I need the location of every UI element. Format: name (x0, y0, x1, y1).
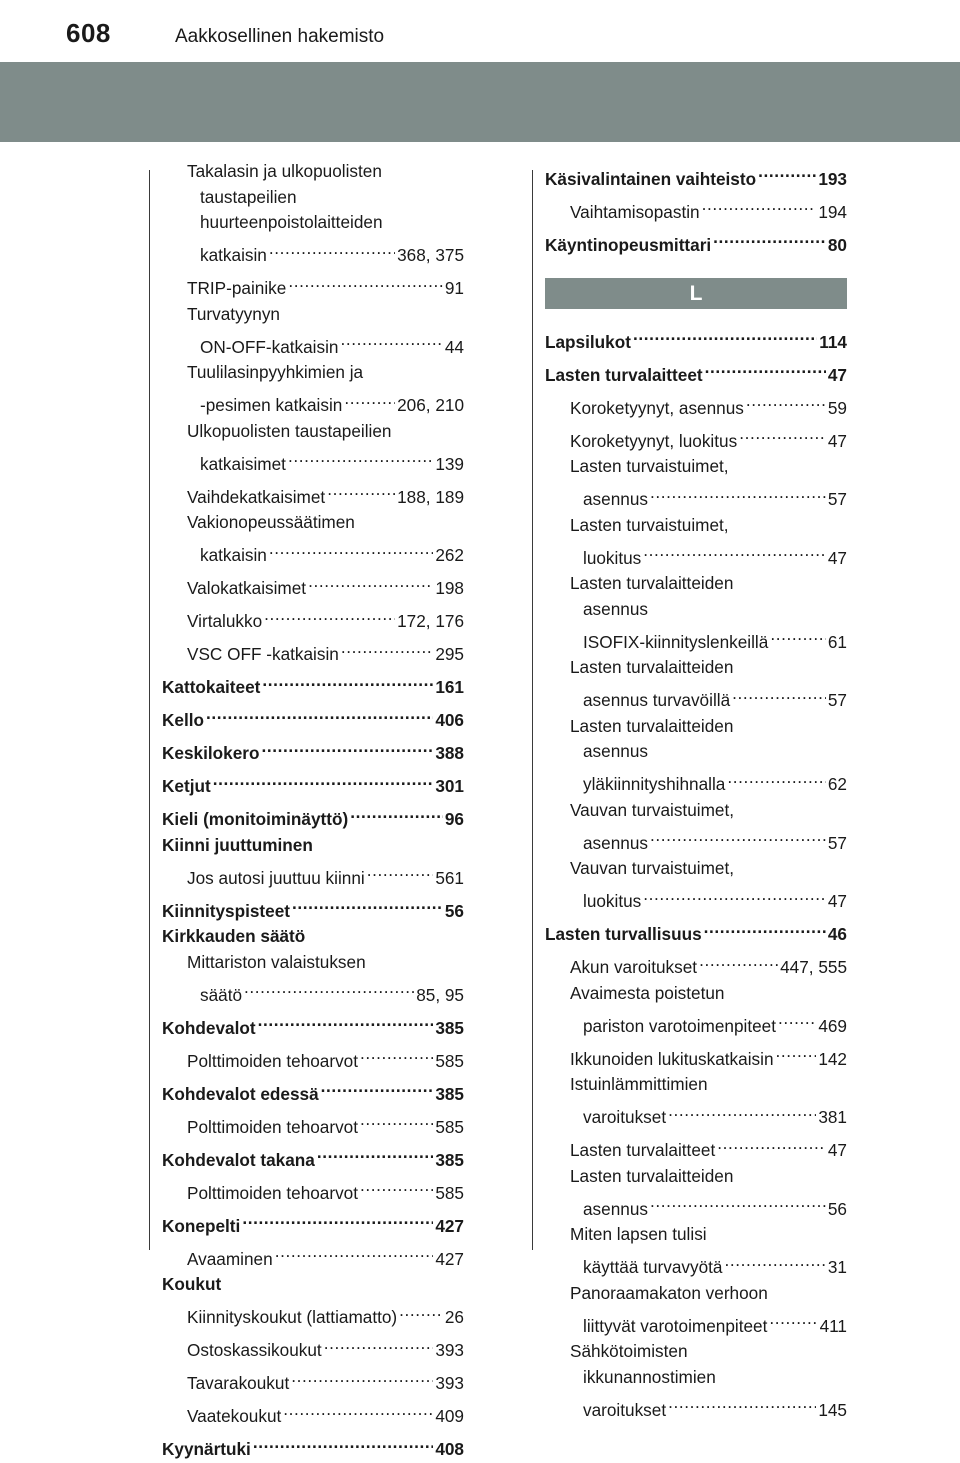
index-sub-entry (162, 602, 464, 635)
index-sub-entry (162, 210, 464, 236)
entry-text: Vauvan turvaistuimet, (570, 799, 734, 820)
entry-text: Istuinlämmittimien (570, 1074, 708, 1094)
dot-leader (713, 225, 826, 251)
index-main-entry (162, 701, 464, 734)
entry-page-number: 139 (435, 453, 464, 474)
dot-leader (758, 159, 816, 185)
entry-page-number: 96 (444, 809, 464, 829)
entry-page-number: 385 (435, 1149, 464, 1170)
index-sub-entry (545, 1072, 847, 1098)
index-main-entry (162, 833, 464, 859)
entry-text: -pesimen katkaisin (200, 395, 343, 415)
index-sub-entry (162, 1298, 464, 1331)
entry-page-number: 145 (818, 1399, 847, 1420)
index-sub-entry (545, 1281, 847, 1307)
dot-leader (258, 1008, 434, 1034)
dot-leader (291, 1364, 433, 1390)
page-number: 608 (66, 18, 111, 48)
entry-text: Tuulilasinpyyhkimien ja (187, 362, 364, 382)
entry-page-number: 385 (435, 1017, 464, 1038)
entry-page-number: 206, 210 (397, 395, 464, 415)
index-sub-entry (545, 1306, 847, 1339)
entry-page-number: 585 (435, 1116, 464, 1137)
entry-page-number: 57 (827, 690, 847, 710)
index-sub-entry (545, 714, 847, 740)
dot-leader (242, 1206, 433, 1232)
entry-text: asennus (583, 598, 648, 619)
dot-leader (643, 538, 826, 564)
entry-text: Lasten turvalaitteet (570, 1140, 716, 1160)
entry-page-number: 172, 176 (397, 611, 464, 631)
entry-page-number: 56 (827, 1198, 847, 1219)
dot-leader (327, 477, 395, 503)
entry-text: Käsivalintainen vaihteisto (545, 168, 757, 189)
entry-page-number: 585 (435, 1182, 464, 1203)
entry-text: Koroketyynyt, luokitus (570, 430, 738, 451)
entry-text: Vaihtamisopastin (570, 201, 700, 222)
entry-text: Turvatyynyn (187, 303, 280, 324)
entry-page-number: 381 (818, 1107, 847, 1127)
index-main-entry (545, 355, 847, 388)
entry-text: Takalasin ja ulkopuolisten (187, 161, 382, 181)
entry-page-number: 56 (444, 900, 464, 921)
dot-leader (324, 1331, 434, 1357)
dot-leader (367, 858, 434, 884)
index-sub-entry (162, 1331, 464, 1364)
index-sub-entry (545, 454, 847, 480)
entry-text: Lasten turvalaitteiden (570, 1165, 734, 1186)
index-main-entry (162, 1206, 464, 1239)
entry-page-number: 44 (444, 336, 464, 357)
entry-text: Ketjut (162, 776, 211, 796)
entry-text: Kohdevalot (162, 1017, 256, 1038)
entry-text: Polttimoiden tehoarvot (187, 1050, 359, 1071)
entry-text: Lasten turvalaitteiden (570, 657, 734, 677)
entry-text: Ostoskassikoukut (187, 1340, 322, 1360)
index-sub-entry (545, 1098, 847, 1131)
index-sub-entry (162, 1173, 464, 1206)
index-sub-entry (545, 856, 847, 882)
entry-text: asennus (583, 1198, 648, 1219)
entry-page-number: 47 (827, 430, 847, 451)
dot-leader (724, 1248, 825, 1274)
index-sub-entry (545, 981, 847, 1007)
dot-leader (264, 602, 395, 628)
entry-text: VSC OFF -katkaisin (187, 644, 339, 664)
entry-page-number: 393 (435, 1373, 464, 1393)
entry-text: Kattokaiteet (162, 677, 261, 697)
index-sub-entry (545, 421, 847, 454)
index-sub-entry (162, 444, 464, 477)
index-column-left (162, 159, 464, 1463)
index-main-entry (162, 734, 464, 767)
index-sub-entry (545, 513, 847, 539)
entry-text: Kirkkauden säätö (162, 926, 306, 946)
entry-page-number: 368, 375 (397, 245, 464, 265)
dot-leader (699, 948, 778, 974)
entry-page-number: 193 (818, 168, 847, 189)
entry-page-number: 406 (435, 710, 464, 730)
index-sub-entry (162, 569, 464, 602)
entry-page-number: 295 (435, 644, 464, 664)
index-sub-entry (545, 1390, 847, 1423)
entry-text: ISOFIX-kiinnityslenkeillä (583, 631, 769, 652)
index-sub-entry (545, 681, 847, 714)
dot-leader (360, 1173, 433, 1199)
entry-page-number: 57 (827, 832, 847, 853)
entry-text: asennus (583, 832, 648, 853)
entry-page-number: 447, 555 (780, 957, 847, 977)
entry-text: Keskilokero (162, 743, 260, 763)
entry-text: huurteenpoistolaitteiden (200, 212, 383, 232)
dot-leader (269, 236, 395, 262)
index-column-right (545, 159, 847, 1423)
entry-page-number: 59 (827, 397, 847, 418)
index-sub-entry (162, 510, 464, 536)
index-sub-entry (545, 388, 847, 421)
entry-page-number: 61 (827, 631, 847, 652)
index-sub-entry (545, 571, 847, 597)
dot-leader (206, 701, 433, 727)
index-sub-entry (545, 1339, 847, 1365)
entry-text: Akun varoitukset (570, 957, 698, 977)
header-band (0, 62, 960, 142)
index-sub-entry (162, 477, 464, 510)
index-sub-entry (162, 950, 464, 976)
dot-leader (732, 681, 826, 707)
index-sub-entry (545, 622, 847, 655)
entry-text: TRIP-painike (187, 278, 287, 298)
entry-text: katkaisin (200, 245, 267, 265)
entry-page-number: 47 (827, 891, 847, 911)
dot-leader (340, 327, 442, 353)
entry-text: Polttimoiden tehoarvot (187, 1116, 359, 1137)
entry-page-number: 80 (827, 234, 847, 255)
index-sub-entry (545, 1365, 847, 1391)
entry-text: Lasten turvallisuus (545, 924, 702, 944)
dot-leader (288, 269, 443, 295)
entry-page-number: 57 (827, 489, 847, 509)
index-main-entry (162, 924, 464, 950)
entry-text: luokitus (583, 891, 642, 911)
index-sub-entry (545, 538, 847, 571)
index-sub-entry (162, 302, 464, 328)
index-main-entry (545, 322, 847, 355)
entry-text: Kiinnityspisteet (162, 900, 290, 921)
entry-text: Lasten turvalaitteet (545, 364, 703, 385)
dot-leader (650, 1189, 826, 1215)
entry-page-number: 301 (435, 776, 464, 796)
index-sub-entry (545, 597, 847, 623)
entry-text: Avaimesta poistetun (570, 982, 725, 1003)
index-main-entry (162, 1272, 464, 1298)
entry-text: asennus turvavöillä (583, 690, 731, 710)
dot-leader (717, 1131, 826, 1157)
index-sub-entry (545, 1164, 847, 1190)
dot-leader (288, 444, 433, 470)
index-sub-entry (162, 185, 464, 211)
entry-text: Lasten turvaistuimet, (570, 456, 729, 476)
entry-text: Tavarakoukut (187, 1373, 290, 1393)
entry-text: Vaatekoukut (187, 1406, 282, 1426)
index-main-entry (545, 225, 847, 258)
entry-page-number: 161 (435, 677, 464, 697)
entry-text: Kohdevalot edessä (162, 1083, 319, 1104)
dot-leader (308, 569, 433, 595)
entry-page-number: 47 (827, 364, 847, 385)
dot-leader (727, 765, 826, 791)
dot-leader (770, 622, 826, 648)
entry-page-number: 388 (435, 743, 464, 763)
entry-page-number: 469 (818, 1015, 847, 1036)
entry-text: Mittariston valaistuksen (187, 951, 366, 972)
entry-text: Konepelti (162, 1215, 241, 1236)
dot-leader (283, 1397, 433, 1423)
entry-text: luokitus (583, 547, 642, 568)
entry-text: Lasten turvalaitteiden (570, 715, 734, 736)
index-main-entry (162, 800, 464, 833)
entry-text: katkaisimet (200, 453, 286, 474)
entry-page-number: 409 (435, 1406, 464, 1426)
index-main-entry (162, 668, 464, 701)
index-main-entry (162, 1074, 464, 1107)
entry-text: Kiinni juuttuminen (162, 834, 313, 855)
dot-leader (702, 192, 817, 218)
dot-leader (262, 668, 433, 694)
index-sub-entry (545, 192, 847, 225)
entry-text: Valokatkaisimet (187, 578, 307, 598)
dot-leader (244, 975, 414, 1001)
entry-text: Kyynärtuki (162, 1439, 251, 1459)
entry-page-number: 262 (435, 545, 464, 565)
dot-leader (776, 1039, 817, 1065)
dot-leader (360, 1107, 433, 1133)
dot-leader (746, 388, 826, 414)
page-header (0, 0, 960, 62)
entry-page-number: 142 (818, 1048, 847, 1069)
entry-text: liittyvät varotoimenpiteet (583, 1315, 768, 1336)
index-sub-entry (545, 823, 847, 856)
entry-text: Lasten turvaistuimet, (570, 514, 729, 535)
entry-page-number: 427 (435, 1248, 464, 1269)
dot-leader (341, 635, 433, 661)
entry-text: Koroketyynyt, asennus (570, 397, 744, 418)
entry-page-number: 47 (827, 1140, 847, 1160)
index-sub-entry (545, 480, 847, 513)
entry-page-number: 91 (444, 278, 464, 298)
entry-text: Ikkunoiden lukituskatkaisin (570, 1048, 774, 1069)
dot-leader (704, 915, 826, 941)
dot-leader (650, 480, 826, 506)
index-main-entry (545, 915, 847, 948)
index-sub-entry (162, 360, 464, 386)
index-sub-entry (545, 798, 847, 824)
dot-leader (269, 536, 433, 562)
entry-text: Kieli (monitoiminäyttö) (162, 809, 349, 829)
dot-leader (399, 1298, 443, 1324)
page-title: Aakkosellinen hakemisto (175, 26, 385, 47)
index-list-l (545, 322, 847, 1423)
dot-leader (643, 882, 826, 908)
index-sub-entry (545, 948, 847, 981)
entry-text: Jos autosi juuttuu kiinni (187, 867, 365, 888)
entry-page-number: 114 (819, 331, 847, 352)
index-sub-entry (545, 1039, 847, 1072)
index-sub-entry (162, 1239, 464, 1272)
dot-leader (650, 823, 826, 849)
column-divider-left (149, 170, 150, 1250)
entry-page-number: 85, 95 (416, 984, 464, 1005)
entry-text: yläkiinnityshihnalla (583, 774, 726, 794)
entry-text: varoitukset (583, 1399, 667, 1420)
entry-text: Lasten turvalaitteiden (570, 573, 734, 593)
entry-page-number: 561 (435, 867, 464, 888)
dot-leader (275, 1239, 434, 1265)
entry-text: taustapeilien (200, 186, 297, 207)
entry-text: katkaisin (200, 545, 267, 565)
dot-leader (253, 1430, 433, 1456)
index-sub-entry (545, 655, 847, 681)
entry-text: Vakionopeussäätimen (187, 512, 355, 532)
entry-page-number: 26 (444, 1307, 464, 1327)
entry-page-number: 198 (435, 578, 464, 598)
entry-text: Virtalukko (187, 611, 263, 631)
index-sub-entry (162, 1041, 464, 1074)
entry-page-number: 31 (827, 1257, 847, 1277)
dot-leader (668, 1098, 816, 1124)
dot-leader (360, 1041, 433, 1067)
entry-text: ikkunannostimien (583, 1366, 716, 1387)
index-sub-entry (162, 1364, 464, 1397)
entry-text: asennus (583, 741, 648, 761)
index-sub-entry (545, 739, 847, 765)
entry-text: Avaaminen (187, 1248, 273, 1269)
dot-leader (739, 421, 826, 447)
index-main-entry (162, 891, 464, 924)
dot-leader (705, 355, 826, 381)
index-sub-entry (162, 269, 464, 302)
section-letter-bar: L (545, 278, 847, 309)
index-sub-entry (162, 858, 464, 891)
index-sub-entry (162, 327, 464, 360)
entry-page-number: 194 (818, 201, 847, 222)
entry-text: Vauvan turvaistuimet, (570, 858, 734, 878)
index-sub-entry (545, 1006, 847, 1039)
entry-text: Polttimoiden tehoarvot (187, 1182, 359, 1203)
entry-page-number: 385 (435, 1083, 464, 1104)
dot-leader (344, 386, 395, 412)
index-sub-entry (545, 1248, 847, 1281)
entry-page-number: 427 (435, 1215, 464, 1236)
dot-leader (778, 1006, 816, 1032)
dot-leader (633, 322, 817, 348)
index-sub-entry (545, 1189, 847, 1222)
dot-leader (213, 767, 434, 793)
entry-page-number: 408 (435, 1439, 464, 1459)
dot-leader (292, 891, 443, 917)
index-sub-entry (162, 635, 464, 668)
index-sub-entry (545, 765, 847, 798)
entry-text: Koukut (162, 1274, 222, 1294)
dot-leader (668, 1390, 816, 1416)
entry-page-number: 46 (827, 924, 847, 944)
index-sub-entry (545, 1131, 847, 1164)
index-main-entry (162, 1430, 464, 1463)
index-main-entry (162, 1140, 464, 1173)
entry-text: asennus (583, 489, 648, 509)
index-list-k-continued (545, 159, 847, 258)
entry-text: säätö (200, 984, 243, 1005)
index-sub-entry (162, 1397, 464, 1430)
index-sub-entry (162, 536, 464, 569)
dot-leader (350, 800, 443, 826)
entry-text: Lapsilukot (545, 331, 631, 352)
index-sub-entry (162, 975, 464, 1008)
index-main-entry (545, 159, 847, 192)
entry-page-number: 393 (435, 1340, 464, 1360)
entry-text: Sähkötoimisten (570, 1341, 688, 1361)
entry-text: Ulkopuolisten taustapeilien (187, 420, 392, 441)
index-main-entry (162, 1008, 464, 1041)
entry-page-number: 585 (435, 1050, 464, 1071)
index-sub-entry (545, 1222, 847, 1248)
entry-text: Kiinnityskoukut (lattiamatto) (187, 1307, 398, 1327)
entry-page-number: 62 (827, 774, 847, 794)
index-sub-entry (162, 419, 464, 445)
entry-text: Kello (162, 710, 205, 730)
index-sub-entry (162, 1107, 464, 1140)
entry-text: Käyntinopeusmittari (545, 234, 712, 255)
dot-leader (317, 1140, 433, 1166)
column-divider-middle (532, 170, 533, 1250)
entry-text: Vaihdekatkaisimet (187, 486, 326, 507)
index-sub-entry (162, 386, 464, 419)
entry-text: ON-OFF-katkaisin (200, 336, 339, 357)
entry-text: Miten lapsen tulisi (570, 1224, 707, 1244)
entry-text: Panoraamakaton verhoon (570, 1282, 768, 1303)
dot-leader (321, 1074, 434, 1100)
entry-text: pariston varotoimenpiteet (583, 1015, 776, 1036)
entry-page-number: 47 (827, 547, 847, 568)
entry-text: käyttää turvavyötä (583, 1257, 723, 1277)
entry-text: varoitukset (583, 1107, 667, 1127)
index-sub-entry (162, 159, 464, 185)
index-sub-entry (545, 882, 847, 915)
entry-text: Kohdevalot takana (162, 1149, 315, 1170)
index-main-entry (162, 767, 464, 800)
entry-page-number: 411 (819, 1315, 847, 1336)
index-sub-entry (162, 236, 464, 269)
entry-page-number: 188, 189 (397, 486, 464, 507)
dot-leader (261, 734, 433, 760)
